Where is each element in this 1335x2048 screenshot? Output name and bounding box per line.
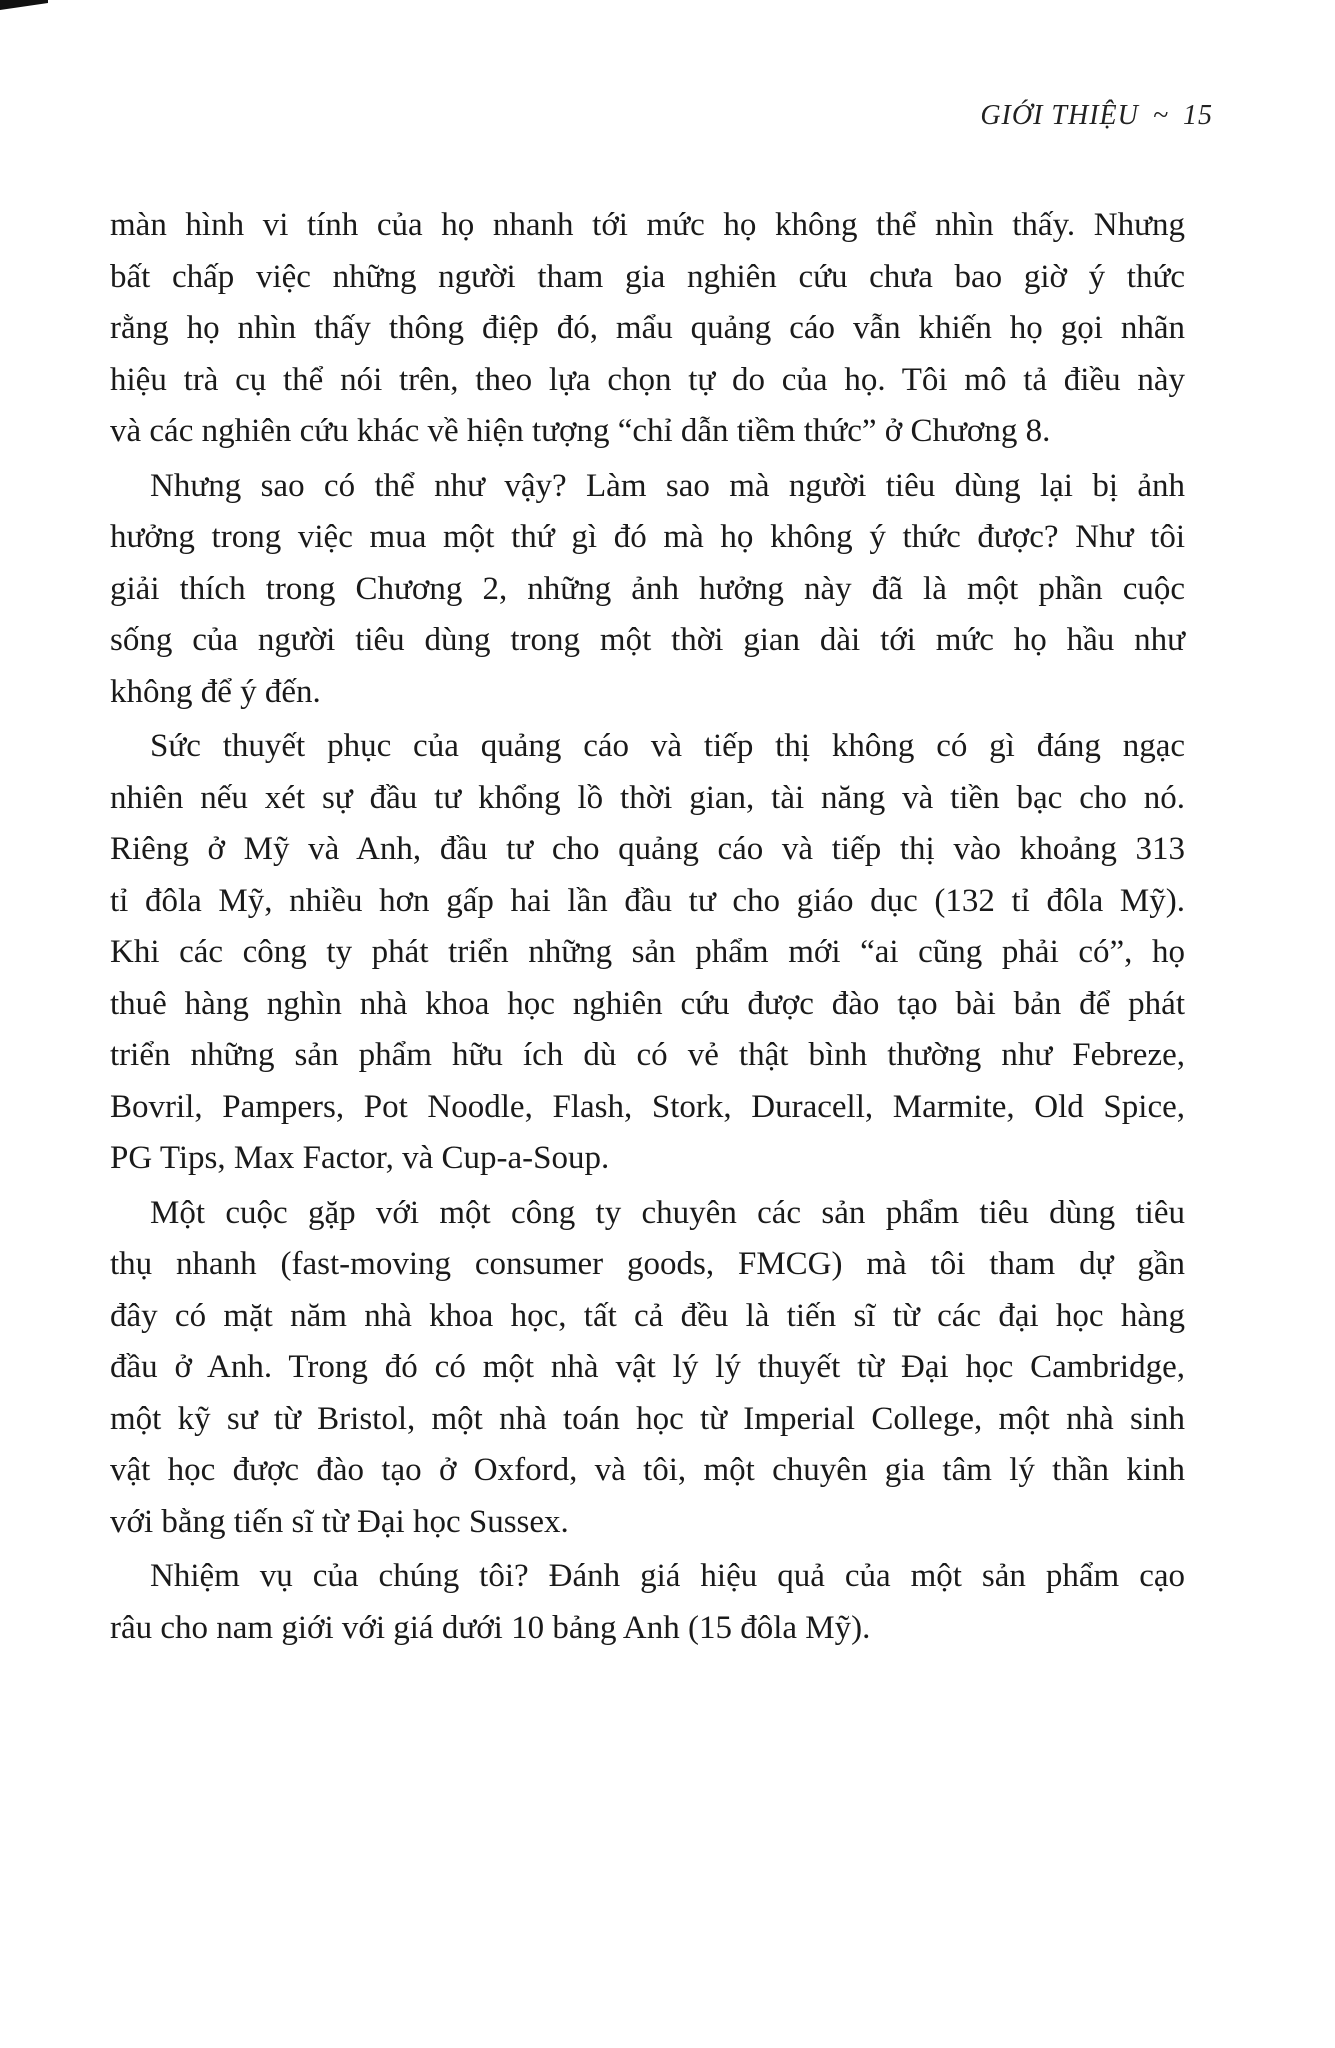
paragraph [110, 1188, 1185, 1549]
text-line: màn hình vi tính của họ nhanh tới mức họ không thể nhìn thấy. Nhưng [110, 207, 1185, 243]
text-line: Sức thuyết phục của quảng cáo và tiếp thị không có gì đáng ngạc [150, 728, 1185, 764]
text-line: tỉ đôla Mỹ, nhiều hơn gấp hai lần đầu tư cho giáo dục (132 tỉ đôla Mỹ). [110, 882, 1185, 919]
text-line: hưởng trong việc mua một thứ gì đó mà họ không ý thức được? Như tôi [110, 519, 1185, 555]
text-line: Một cuộc gặp với một công ty chuyên các sản phẩm tiêu dùng tiêu [150, 1194, 1185, 1231]
text-line: Khi các công ty phát triển những sản phẩm mới “ai cũng phải có”, họ [110, 934, 1185, 970]
text-line: rằng họ nhìn thấy thông điệp đó, mẩu quảng cáo vẫn khiến họ gọi nhãn [110, 310, 1185, 346]
running-head-section: GIỚI THIỆU [980, 100, 1139, 131]
text-line: vật học được đào tạo ở Oxford, và tôi, một chuyên gia tâm lý thần kinh [110, 1452, 1185, 1488]
running-head-separator: ~ [1152, 100, 1169, 131]
text-line: râu cho nam giới với giá dưới 10 bảng Anh (15 đôla Mỹ). [110, 1609, 871, 1646]
text-line: đây có mặt năm nhà khoa học, tất cả đều là tiến sĩ từ các đại học hàng [110, 1297, 1185, 1334]
paragraph [110, 200, 1185, 458]
text-line: hiệu trà cụ thể nói trên, theo lựa chọn tự do của họ. Tôi mô tả điều này [110, 361, 1185, 398]
body-text [110, 200, 1185, 1654]
text-line: đầu ở Anh. Trong đó có một nhà vật lý lý thuyết từ Đại học Cambridge, [110, 1349, 1185, 1385]
text-line: sống của người tiêu dùng trong một thời gian dài tới mức họ hầu như [110, 622, 1185, 658]
text-line: nhiên nếu xét sự đầu tư khổng lồ thời gian, tài năng và tiền bạc cho nó. [110, 779, 1185, 816]
text-line: bất chấp việc những người tham gia nghiên cứu chưa bao giờ ý thức [110, 258, 1185, 295]
text-line: Nhưng sao có thể như vậy? Làm sao mà người tiêu dùng lại bị ảnh [150, 467, 1185, 504]
scan-corner-mark [0, 0, 48, 10]
page-number: 15 [1183, 100, 1213, 131]
text-line: thuê hàng nghìn nhà khoa học nghiên cứu được đào tạo bài bản để phát [110, 985, 1185, 1022]
text-line: triển những sản phẩm hữu ích dù có vẻ thật bình thường như Febreze, [110, 1037, 1185, 1073]
text-line: và các nghiên cứu khác về hiện tượng “chỉ dẫn tiềm thức” ở Chương 8. [110, 413, 1051, 449]
paragraph [110, 461, 1185, 719]
text-line: Bovril, Pampers, Pot Noodle, Flash, Stork, Duracell, Marmite, Old Spice, [110, 1088, 1185, 1125]
paragraph [110, 1551, 1185, 1654]
text-line: thụ nhanh (fast-moving consumer goods, FMCG) mà tôi tham dự gần [110, 1246, 1185, 1282]
text-line: Nhiệm vụ của chúng tôi? Đánh giá hiệu quả của một sản phẩm cạo [150, 1558, 1185, 1594]
paragraph [110, 721, 1185, 1185]
text-line: một kỹ sư từ Bristol, một nhà toán học từ Imperial College, một nhà sinh [110, 1400, 1185, 1437]
text-line: không để ý đến. [110, 673, 321, 710]
running-head [980, 100, 1213, 132]
text-line: PG Tips, Max Factor, và Cup-a-Soup. [110, 1140, 610, 1176]
text-line: với bằng tiến sĩ từ Đại học Sussex. [110, 1503, 569, 1540]
text-line: Riêng ở Mỹ và Anh, đầu tư cho quảng cáo và tiếp thị vào khoảng 313 [110, 831, 1185, 867]
text-line: giải thích trong Chương 2, những ảnh hưởng này đã là một phần cuộc [110, 570, 1185, 607]
